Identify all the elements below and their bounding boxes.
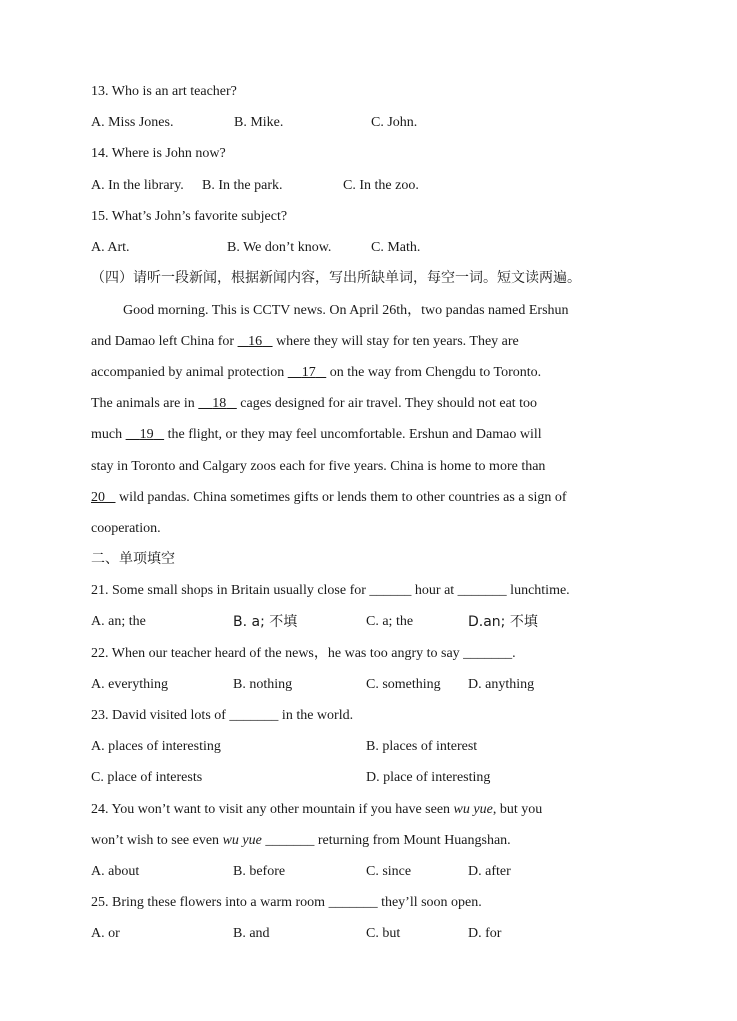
blank-number: 18: [212, 396, 227, 411]
question-24-stem-continued: [91, 832, 511, 850]
blank-number: 17: [301, 365, 316, 380]
q22-option-d: D. anything: [468, 677, 535, 692]
q25-option-b: B. and: [233, 926, 270, 941]
q25-option-c: C. but: [366, 926, 401, 941]
q21-option-b: B. a; 不填: [233, 614, 298, 630]
blank-number: 16: [248, 334, 263, 349]
passage-line: [91, 395, 537, 413]
passage-line: [91, 364, 541, 382]
q24-text: 24. You won’t want to visit any other mountain if you have seen: [91, 802, 454, 817]
question-25-stem: 25. Bring these flowers into a warm room _______ they’ll soon open.: [91, 895, 482, 910]
passage-line: [91, 426, 542, 444]
passage-line: Good morning. This is CCTV news. On April 26th，two pandas named Ershun: [123, 303, 569, 318]
q24-option-d: D. after: [468, 864, 511, 879]
q15-option-c: C. Math.: [371, 240, 421, 255]
question-13-stem: 13. Who is an art teacher?: [91, 84, 237, 99]
q21-option-a: A. an; the: [91, 614, 146, 629]
q24-italic-term: wu yue: [222, 833, 262, 848]
passage-text: on the way from Chengdu to Toronto.: [326, 365, 542, 380]
q23-option-d: D. place of interesting: [366, 770, 491, 785]
q13-option-c: C. John.: [371, 115, 418, 130]
passage-text: the flight, or they may feel uncomfortable. Ershun and Damao will: [164, 427, 542, 442]
q22-option-b: B. nothing: [233, 677, 293, 692]
question-21-stem: 21. Some small shops in Britain usually close for ______ hour at _______ lunchtime.: [91, 583, 570, 598]
passage-line: [91, 333, 519, 351]
blank-17: [288, 365, 327, 380]
q23-option-c: C. place of interests: [91, 770, 203, 785]
q21-option-c: C. a; the: [366, 614, 414, 629]
passage-text: The animals are in: [91, 396, 199, 411]
question-22-stem: 22. When our teacher heard of the news，he was too angry to say _______.: [91, 646, 516, 661]
q25-option-d: D. for: [468, 926, 502, 941]
q23-option-a: A. places of interesting: [91, 739, 221, 754]
passage-text: accompanied by animal protection: [91, 365, 288, 380]
passage-text: wild pandas. China sometimes gifts or lends them to other countries as a sign of: [115, 490, 567, 505]
q21-option-d: D.an; 不填: [468, 614, 538, 630]
q14-option-c: C. In the zoo.: [343, 178, 419, 193]
blank-number: 20: [91, 490, 105, 505]
blank-20: [91, 490, 116, 505]
q24-option-b: B. before: [233, 864, 286, 879]
q22-option-a: A. everything: [91, 677, 168, 692]
question-15-stem: 15. What’s John’s favorite subject?: [91, 209, 288, 224]
passage-text: and Damao left China for: [91, 334, 238, 349]
section-2-heading: 二、单项填空: [91, 551, 175, 567]
passage-text: much: [91, 427, 126, 442]
q15-option-b: B. We don’t know.: [227, 240, 332, 255]
question-14-stem: 14. Where is John now?: [91, 146, 226, 161]
q24-text: , but you: [492, 802, 543, 817]
q23-option-b: B. places of interest: [366, 739, 478, 754]
passage-text: cages designed for air travel. They should not eat too: [236, 396, 538, 411]
q13-option-b: B. Mike.: [234, 115, 284, 130]
passage-line: stay in Toronto and Calgary zoos each for five years. China is home to more than: [91, 459, 546, 474]
q25-option-a: A. or: [91, 926, 120, 941]
blank-16: [238, 334, 273, 349]
blank-number: 19: [139, 427, 154, 442]
passage-line: cooperation.: [91, 521, 161, 536]
section-4-heading: （四）请听一段新闻，根据新闻内容，写出所缺单词，每空一词。短文读两遍。: [91, 270, 581, 286]
q13-option-a: A. Miss Jones.: [91, 115, 174, 130]
q14-option-b: B. In the park.: [202, 178, 283, 193]
blank-19: [126, 427, 165, 442]
q24-text: won’t wish to see even: [91, 833, 223, 848]
q24-italic-term: wu yue: [453, 802, 493, 817]
q22-option-c: C. something: [366, 677, 441, 692]
blank-18: [198, 396, 237, 411]
passage-line: [91, 489, 567, 507]
q14-option-a: A. In the library.: [91, 178, 184, 193]
q24-text: _______ returning from Mount Huangshan.: [261, 833, 511, 848]
q24-option-a: A. about: [91, 864, 140, 879]
q24-option-c: C. since: [366, 864, 412, 879]
passage-text: where they will stay for ten years. They are: [272, 334, 519, 349]
question-24-stem: [91, 801, 542, 819]
question-23-stem: 23. David visited lots of _______ in the world.: [91, 708, 354, 723]
q15-option-a: A. Art.: [91, 240, 130, 255]
